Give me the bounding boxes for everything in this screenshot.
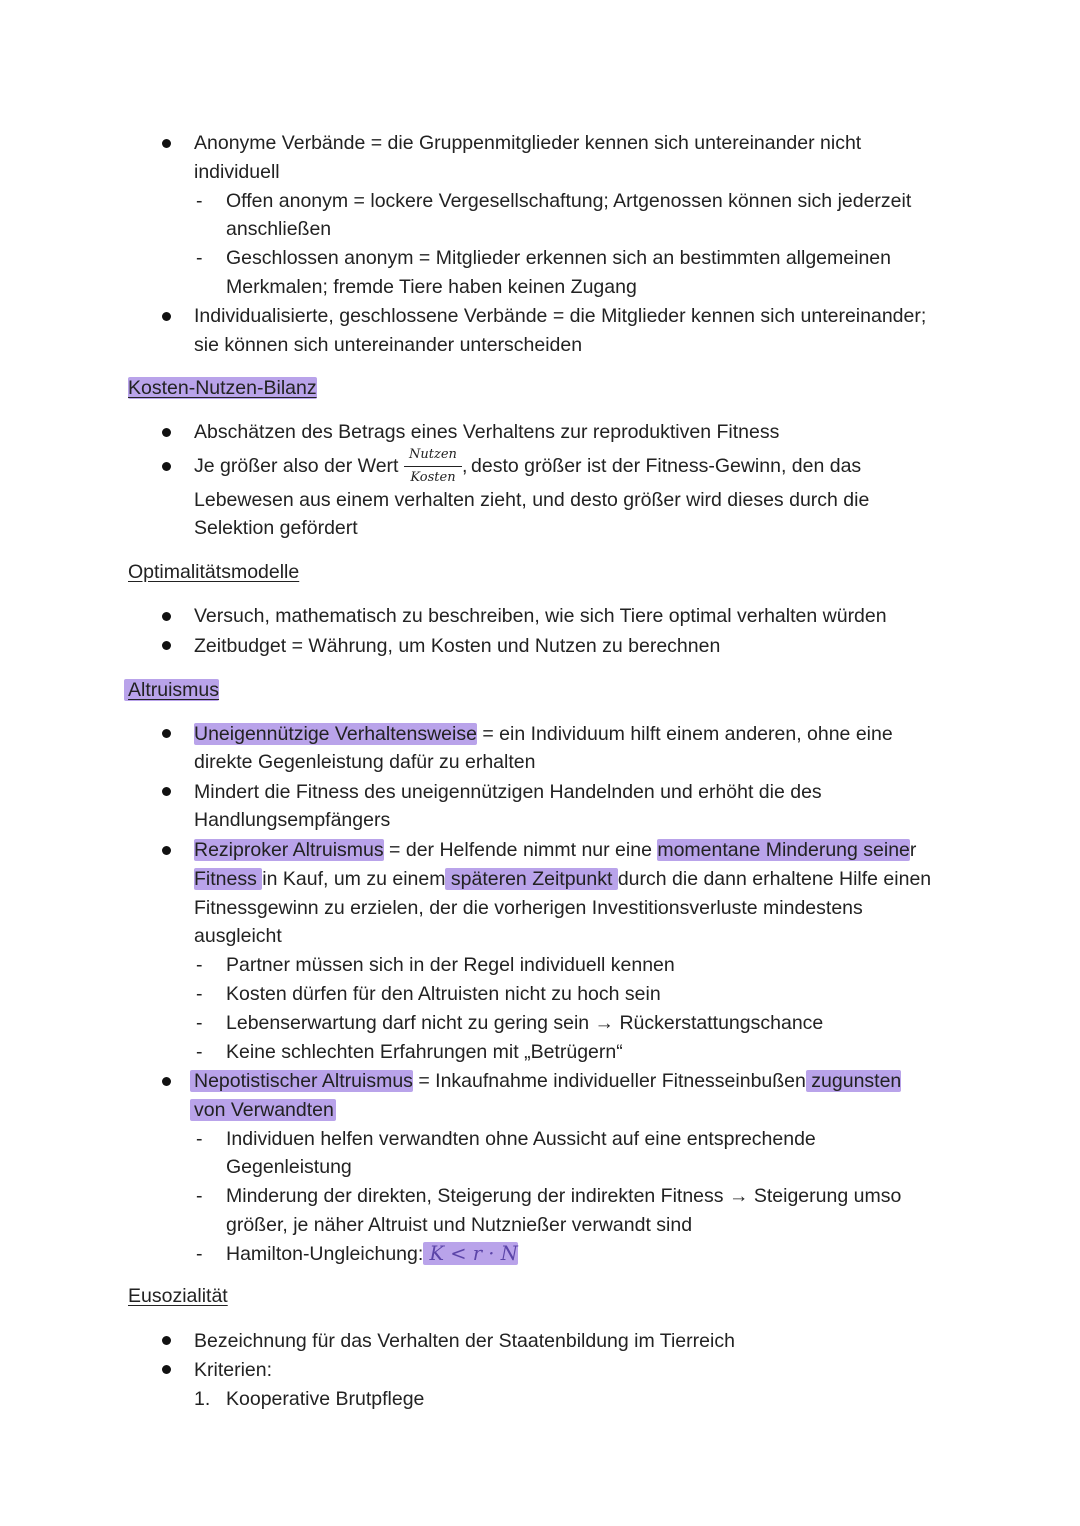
- bullet-icon: [162, 1077, 171, 1086]
- fraction-numerator: Nutzen: [409, 447, 457, 462]
- text-line: Gegenleistung: [226, 1156, 352, 1178]
- text-line: Abschätzen des Betrags eines Verhaltens zur reproduktiven Fitness: [194, 421, 780, 443]
- text-line: Kooperative Brutpflege: [226, 1388, 425, 1410]
- bullet-icon: [162, 612, 171, 621]
- text-line: größer, je näher Altruist und Nutznießer verwandt sind: [226, 1214, 693, 1236]
- bullet-icon: [162, 729, 171, 738]
- text-line: Keine schlechten Erfahrungen mit „Betrügern“: [226, 1041, 623, 1063]
- highlight: momentane Minderung seine: [657, 839, 910, 861]
- bullet-icon: [162, 139, 171, 148]
- text-line: Partner müssen sich in der Regel individuell kennen: [226, 954, 675, 976]
- text-line: ,: [462, 455, 468, 477]
- text-line: Uneigennützige Verhaltensweise = ein Individuum hilft einem anderen, ohne eine: [194, 723, 893, 745]
- text-line: Minderung der direkten, Steigerung der indirekten Fitness → Steigerung umso: [226, 1185, 902, 1207]
- text-line: anschließen: [226, 218, 332, 240]
- text-line: Anonyme Verbände = die Gruppenmitglieder kennen sich untereinander nicht: [194, 132, 862, 154]
- dash-marker: -: [196, 1243, 203, 1265]
- bullet-icon: [162, 846, 171, 855]
- text-line: Hamilton-Ungleichung: K < r · N: [226, 1242, 518, 1265]
- text-line: ausgleicht: [194, 925, 282, 947]
- text-line: Mindert die Fitness des uneigennützigen Handelnden und erhöht die des: [194, 781, 822, 803]
- bullet-icon: [162, 1336, 171, 1345]
- dash-marker: -: [196, 190, 203, 212]
- text-line: Lebenserwartung darf nicht zu gering sein → Rückerstattungschance: [226, 1012, 824, 1034]
- text-line: Merkmalen; fremde Tiere haben keinen Zugang: [226, 276, 637, 298]
- highlight: von Verwandten: [190, 1099, 336, 1121]
- text-line: desto größer ist der Fitness-Gewinn, den das: [471, 455, 862, 477]
- dash-marker: -: [196, 1185, 203, 1207]
- section-heading: Altruismus: [124, 676, 219, 704]
- dash-marker: -: [196, 247, 203, 269]
- highlight: Reziproker Altruismus: [194, 839, 384, 861]
- text-line: sie können sich untereinander unterscheiden: [194, 334, 583, 356]
- fraction-bar: [404, 466, 462, 467]
- dash-marker: -: [196, 1012, 203, 1034]
- text-line: Selektion gefördert: [194, 517, 358, 539]
- text-line: Kriterien:: [194, 1359, 273, 1381]
- formula-highlight: K < r · N: [423, 1242, 518, 1265]
- bullet-icon: [162, 312, 171, 321]
- highlight: zugunsten: [805, 1070, 902, 1092]
- text-line: Lebewesen aus einem verhalten zieht, und desto größer wird dieses durch die: [194, 489, 870, 511]
- highlight: Fitness: [194, 868, 263, 890]
- dash-marker: -: [196, 1041, 203, 1063]
- text-line: Reziproker Altruismus = der Helfende nimmt nur eine momentane Minderung seiner: [194, 839, 917, 861]
- text-line: Geschlossen anonym = Mitglieder erkennen sich an bestimmten allgemeinen: [226, 247, 891, 269]
- dash-marker: -: [196, 954, 203, 976]
- text-line: Offen anonym = lockere Vergesellschaftung; Artgenossen können sich jederzeit: [226, 190, 912, 212]
- highlight: Uneigennützige Verhaltensweise: [194, 723, 477, 745]
- text-line: Kosten dürfen für den Altruisten nicht zu hoch sein: [226, 983, 661, 1005]
- highlight: späteren Zeitpunkt: [445, 868, 618, 890]
- text-line: direkte Gegenleistung dafür zu erhalten: [194, 751, 536, 773]
- text-line: Bezeichnung für das Verhalten der Staatenbildung im Tierreich: [194, 1330, 735, 1352]
- section-heading: Optimalitätsmodelle: [128, 561, 300, 583]
- text-line: Fitnessgewinn zu erzielen, der die vorherigen Investitionsverluste mindestens: [194, 897, 863, 919]
- text-line: individuell: [194, 161, 280, 183]
- list-number: 1.: [194, 1388, 211, 1410]
- highlight: Nepotistischer Altruismus: [190, 1070, 413, 1092]
- text-line: Versuch, mathematisch zu beschreiben, wie sich Tiere optimal verhalten würden: [194, 605, 887, 627]
- text-line: Individuen helfen verwandten ohne Aussicht auf eine entsprechende: [226, 1128, 816, 1150]
- text-line: Handlungsempfängers: [194, 809, 391, 831]
- bullet-icon: [162, 462, 171, 471]
- text-line: [190, 1096, 336, 1124]
- bullet-icon: [162, 1365, 171, 1374]
- text-line: Nepotistischer Altruismus = Inkaufnahme individueller Fitnesseinbußen zugunsten: [190, 1067, 901, 1095]
- fraction-denominator: Kosten: [410, 470, 456, 485]
- section-heading: Kosten-Nutzen-Bilanz: [128, 377, 317, 399]
- dash-marker: -: [196, 1128, 203, 1150]
- bullet-icon: [162, 641, 171, 650]
- text-line: Zeitbudget = Währung, um Kosten und Nutzen zu berechnen: [194, 635, 721, 657]
- bullet-icon: [162, 787, 171, 796]
- bullet-icon: [162, 428, 171, 437]
- section-heading: Eusozialität: [128, 1285, 228, 1307]
- text-line: Fitness in Kauf, um zu einem späteren Zeitpunkt durch die dann erhaltene Hilfe einen: [194, 868, 932, 890]
- text-line: Individualisierte, geschlossene Verbände = die Mitglieder kennen sich untereinander;: [194, 305, 927, 327]
- dash-marker: -: [196, 983, 203, 1005]
- text-line: Je größer also der Wert: [194, 455, 399, 477]
